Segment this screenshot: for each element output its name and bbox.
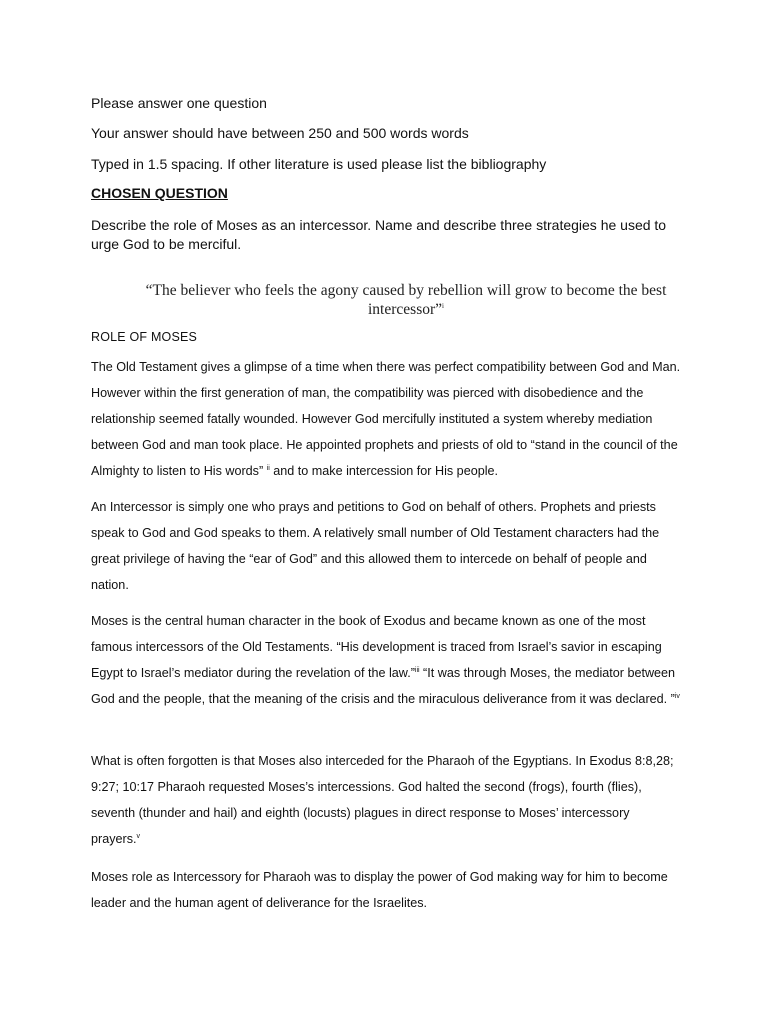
endnote-marker: iii bbox=[414, 666, 420, 674]
paragraph-4-text: What is often forgotten is that Moses also interceded for the Pharaoh of the Egyptians. In Exodus 8:8,28; 9:27; 10:17 Pharaoh requested Moses’s intercessions. God halted the second (frogs), fourth (flies), seventh (thunder and hail) and eighth (locusts) plagues in direct response to Moses’ intercessory prayers. bbox=[91, 754, 674, 846]
quote-text: “The believer who feels the agony caused by rebellion will grow to become the best intercessor” bbox=[145, 282, 667, 318]
chosen-question-heading: CHOSEN QUESTION bbox=[91, 185, 228, 201]
endnote-marker: iv bbox=[674, 692, 680, 700]
instruction-line-2: Your answer should have between 250 and 500 words words bbox=[91, 125, 469, 141]
paragraph-1-text: The Old Testament gives a glimpse of a time when there was perfect compatibility between God and Man. However within the first generation of man, the compatibility was pierced with disobedience and the relationship seemed fatally wounded. However God mercifully instituted a system whereby mediation between God and man took place. He appointed prophets and priests of old to “stand in the council of the Almighty to listen to His words” bbox=[91, 360, 681, 478]
endnote-marker: v bbox=[136, 832, 140, 840]
paragraph-3-text-b: “It was through Moses, the mediator between God and the people, that the meaning of the crisis and the miraculous deliverance from it was declared. ” bbox=[91, 666, 676, 706]
paragraph-3-text-a: Moses is the central human character in the book of Exodus and became known as one of the most famous intercessors of the Old Testaments. “His development is traced from Israel’s savior in escaping Egypt to Israel’s mediator during the revelation of the law.” bbox=[91, 614, 662, 680]
paragraph-5: Moses role as Intercessory for Pharaoh was to display the power of God making way for him to become leader and the human agent of deliverance for the Israelites. bbox=[91, 870, 668, 910]
instruction-line-3: Typed in 1.5 spacing. If other literature is used please list the bibliography bbox=[91, 156, 547, 172]
epigraph-quote bbox=[140, 281, 672, 319]
endnote-marker: ii bbox=[266, 464, 270, 472]
section-heading: ROLE OF MOSES bbox=[91, 330, 198, 344]
paragraph-3 bbox=[91, 608, 681, 712]
question-text: Describe the role of Moses as an intercessor. Name and describe three strategies he used to urge God to be merciful. bbox=[91, 217, 667, 252]
paragraph-1-tail: and to make intercession for His people. bbox=[269, 464, 499, 478]
paragraph-2: An Intercessor is simply one who prays and petitions to God on behalf of others. Prophets and priests speak to God and God speaks to them. A relatively small number of Old Testament characters had the great privilege of having the “ear of God” and this allowed them to intercede on behalf of people and nation. bbox=[91, 500, 660, 592]
paragraph-4 bbox=[91, 748, 681, 852]
instruction-line-1: Please answer one question bbox=[91, 95, 267, 111]
paragraph-1 bbox=[91, 354, 681, 484]
endnote-marker: i bbox=[442, 301, 444, 310]
